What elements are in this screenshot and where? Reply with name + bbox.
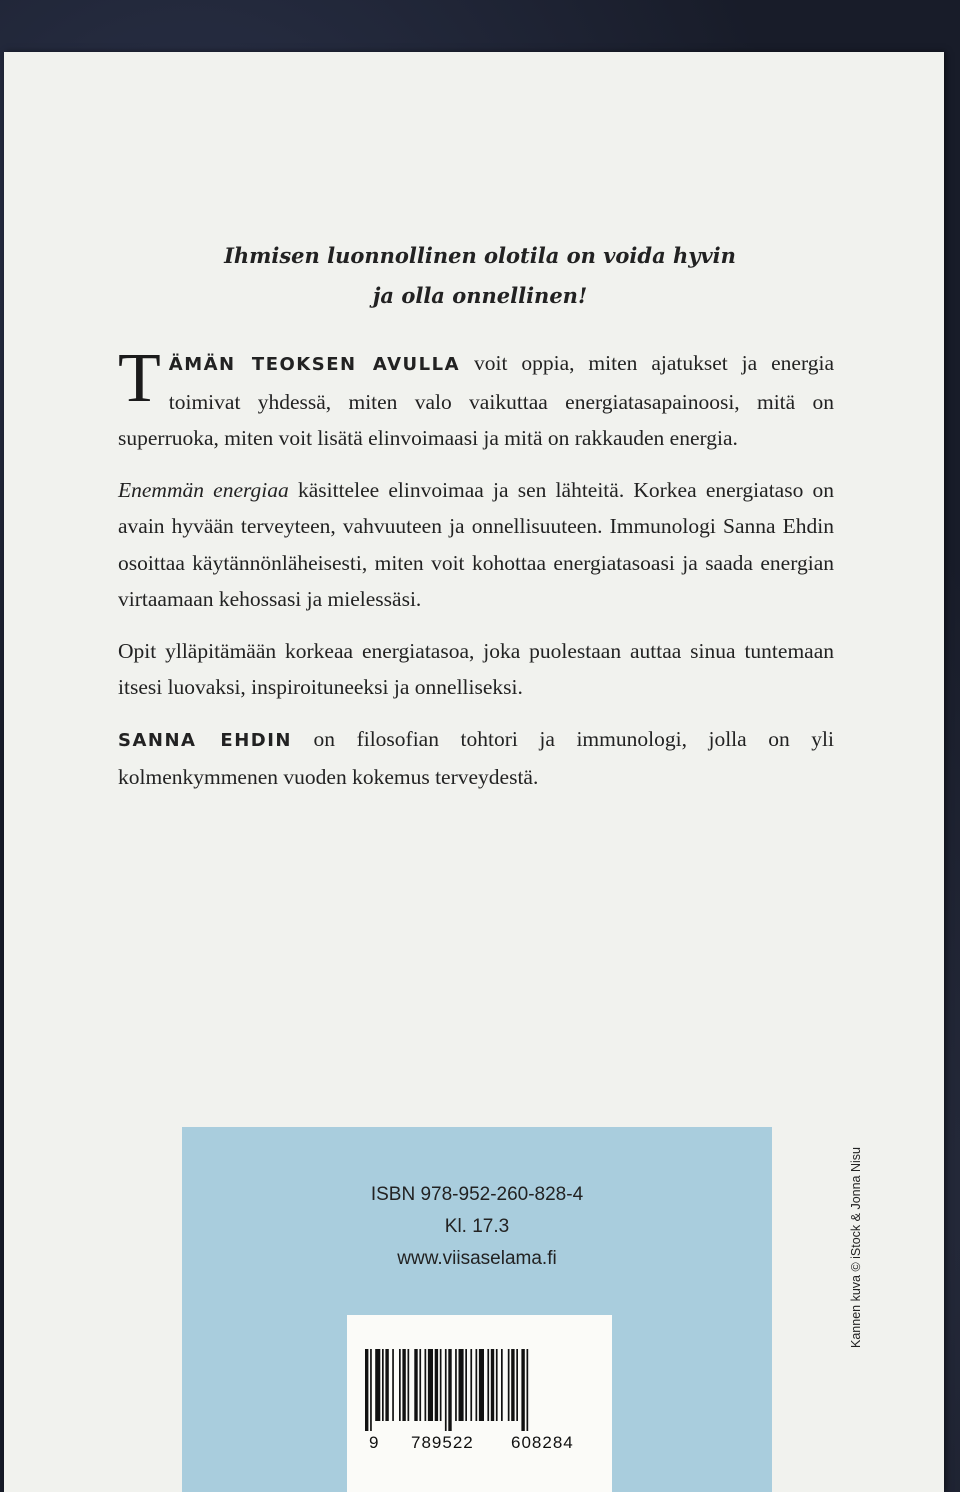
tagline bbox=[0, 236, 960, 316]
publication-info bbox=[182, 1179, 772, 1275]
drop-cap: T bbox=[118, 340, 161, 417]
author-paragraph bbox=[118, 721, 834, 796]
barcode-bar bbox=[382, 1349, 384, 1421]
library-class: Kl. 17.3 bbox=[444, 1216, 510, 1237]
intro-paragraph bbox=[118, 340, 834, 457]
barcode-bar bbox=[455, 1349, 457, 1421]
tagline-line-2: ja olla onnellinen! bbox=[372, 283, 588, 308]
barcode-bar bbox=[370, 1349, 372, 1431]
barcode-bar bbox=[487, 1349, 489, 1421]
barcode-bar bbox=[459, 1349, 464, 1421]
barcode-bar bbox=[428, 1349, 433, 1421]
description-text: käsittelee elinvoimaa ja sen lähteitä. Korkea energiataso on avain hyvään terveyteen, vahvuuteen ja onnellisuuteen. Immunologi Sanna Ehdin osoittaa käytännönläheisesti, miten voit kohottaa energiatasoasi ja saada energian virtaamaan kehossasi ja mielessäsi. bbox=[118, 477, 835, 611]
barcode-bar bbox=[392, 1349, 394, 1421]
intro-text: voit oppia, miten ajatukset ja energia toimivat yhdessä, miten valo vaikuttaa energiatasapainoosi, mitä on superruoka, miten voit lisätä elinvoimaasi ja mitä on rakkauden energia. bbox=[118, 351, 834, 450]
barcode-bar bbox=[521, 1349, 524, 1431]
barcode-bars bbox=[365, 1349, 597, 1431]
barcode-bar bbox=[496, 1349, 498, 1421]
barcode-bar bbox=[527, 1349, 529, 1431]
barcode-group-1: 789522 bbox=[411, 1433, 474, 1452]
barcode-bar bbox=[399, 1349, 401, 1421]
barcode-bar bbox=[402, 1349, 405, 1421]
barcode-bar bbox=[516, 1349, 518, 1421]
barcode-bar bbox=[408, 1349, 410, 1421]
barcode-bar bbox=[470, 1349, 472, 1421]
barcode-bar bbox=[445, 1349, 447, 1431]
barcode-bar bbox=[508, 1349, 510, 1421]
barcode-bar bbox=[491, 1349, 494, 1421]
author-bio: on filosofian tohtori ja immunologi, jolla on yli kolmenkymmenen vuoden kokemus terveydestä. bbox=[118, 726, 834, 789]
author-name: SANNA EHDIN bbox=[118, 729, 292, 751]
isbn-info-box bbox=[182, 1127, 772, 1492]
tagline-line-1: Ihmisen luonnollinen olotila on voida hyvin bbox=[224, 243, 736, 268]
book-title-italic: Enemmän energiaa bbox=[118, 477, 289, 502]
barcode-bar bbox=[476, 1349, 478, 1421]
benefit-text: Opit ylläpitämään korkeaa energiatasoa, joka puolestaan auttaa sinua tuntemaan itsesi luovaksi, inspiroituneeksi ja onnelliseksi. bbox=[118, 638, 834, 699]
barcode-bar bbox=[465, 1349, 467, 1421]
benefit-paragraph bbox=[118, 633, 834, 706]
cover-photo-credit: Kannen kuva © iStock & Jonna Nisu bbox=[849, 1147, 863, 1348]
intro-lead: ÄMÄN TEOKSEN AVULLA bbox=[168, 354, 461, 375]
barcode-label bbox=[347, 1315, 612, 1492]
barcode-bar bbox=[385, 1349, 388, 1421]
barcode-bar bbox=[440, 1349, 442, 1421]
blurb bbox=[118, 340, 835, 811]
isbn: ISBN 978-952-260-828-4 bbox=[370, 1184, 584, 1205]
barcode-bar bbox=[479, 1349, 484, 1421]
barcode-bar bbox=[414, 1349, 417, 1421]
barcode-first-digit: 9 bbox=[369, 1433, 379, 1452]
barcode-bar bbox=[448, 1349, 451, 1431]
barcode-bar bbox=[375, 1349, 380, 1421]
publisher-website: www.viisaselama.fi bbox=[397, 1248, 557, 1269]
barcode-bar bbox=[511, 1349, 514, 1421]
barcode-bar bbox=[435, 1349, 438, 1421]
description-paragraph bbox=[118, 472, 834, 618]
barcode-bar bbox=[501, 1349, 503, 1421]
barcode-group-2: 608284 bbox=[511, 1433, 574, 1452]
barcode-bar bbox=[365, 1349, 368, 1431]
barcode-bar bbox=[425, 1349, 427, 1421]
barcode-bar bbox=[419, 1349, 421, 1421]
